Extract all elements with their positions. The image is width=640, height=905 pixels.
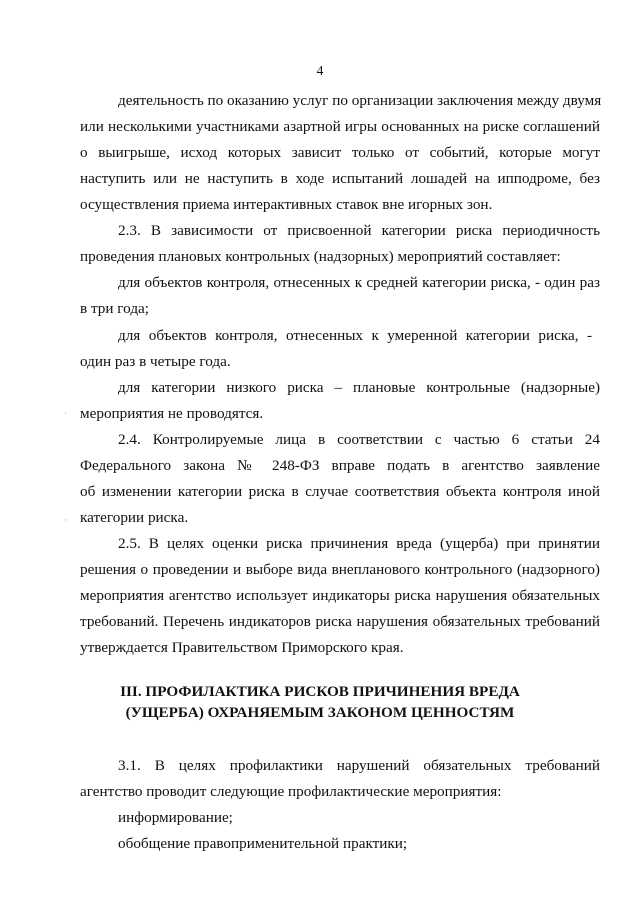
list-item-line: один раз в четыре года. (80, 353, 231, 370)
section-3-1-line: агентство проводит следующие профилактические мероприятия: (80, 783, 502, 800)
paragraph-line: о выигрыше, исход которых зависит только от событий, которые могут (80, 144, 600, 161)
list-item-line: в три года; (80, 300, 150, 317)
section-2-3-line: 2.3. В зависимости от присвоенной категории риска периодичность (118, 222, 600, 239)
list-item-line: для объектов контроля, отнесенных к умеренной категории риска, - (118, 327, 592, 344)
section-2-3-line: проведения плановых контрольных (надзорных) мероприятий составляет: (80, 248, 561, 265)
list-item-line: для категории низкого риска – плановые контрольные (надзорные) (118, 379, 600, 396)
paragraph-line: или несколькими участниками азартной игры основанных на риске соглашений (80, 118, 600, 135)
section-2-5-line: 2.5. В целях оценки риска причинения вреда (ущерба) при принятии (118, 535, 600, 552)
section-2-5-line: решения о проведении и выборе вида внепланового контрольного (надзорного) (80, 561, 600, 578)
section-2-4-line: 2.4. Контролируемые лица в соответствии с частью 6 статьи 24 (118, 431, 600, 448)
section-3-heading: (УЩЕРБА) ОХРАНЯЕМЫМ ЗАКОНОМ ЦЕННОСТЯМ (125, 704, 515, 721)
scan-speck: · (64, 408, 67, 418)
paragraph-line: осуществления приема интерактивных ставок вне игорных зон. (80, 196, 493, 213)
page-number: 4 (316, 63, 324, 78)
list-item-line: для объектов контроля, отнесенных к средней категории риска, - один раз (118, 274, 600, 291)
scan-speck: · (64, 515, 67, 525)
list-item: информирование; (118, 809, 233, 826)
section-2-5-line: требований. Перечень индикаторов риска нарушения обязательных требований (80, 613, 600, 630)
section-2-4-line: категории риска. (80, 509, 189, 526)
section-2-4-line: Федерального закона № 248-ФЗ вправе подать в агентство заявление (80, 457, 600, 474)
section-2-5-line: утверждается Правительством Приморского края. (80, 639, 404, 656)
section-3-1-line: 3.1. В целях профилактики нарушений обязательных требований (118, 757, 600, 774)
list-item-line: мероприятия не проводятся. (80, 405, 264, 422)
list-item: обобщение правоприменительной практики; (118, 835, 408, 852)
paragraph-line: деятельность по оказанию услуг по организации заключения между двумя (118, 92, 602, 109)
section-2-5-line: мероприятия агентство использует индикаторы риска нарушения обязательных (80, 587, 600, 604)
section-3-heading: III. ПРОФИЛАКТИКА РИСКОВ ПРИЧИНЕНИЯ ВРЕДА (120, 683, 520, 700)
section-2-4-line: об изменении категории риска в случае соответствия объекта контроля иной (80, 483, 600, 500)
paragraph-line: наступить или не наступить в ходе испытаний лошадей на ипподроме, без (80, 170, 600, 187)
